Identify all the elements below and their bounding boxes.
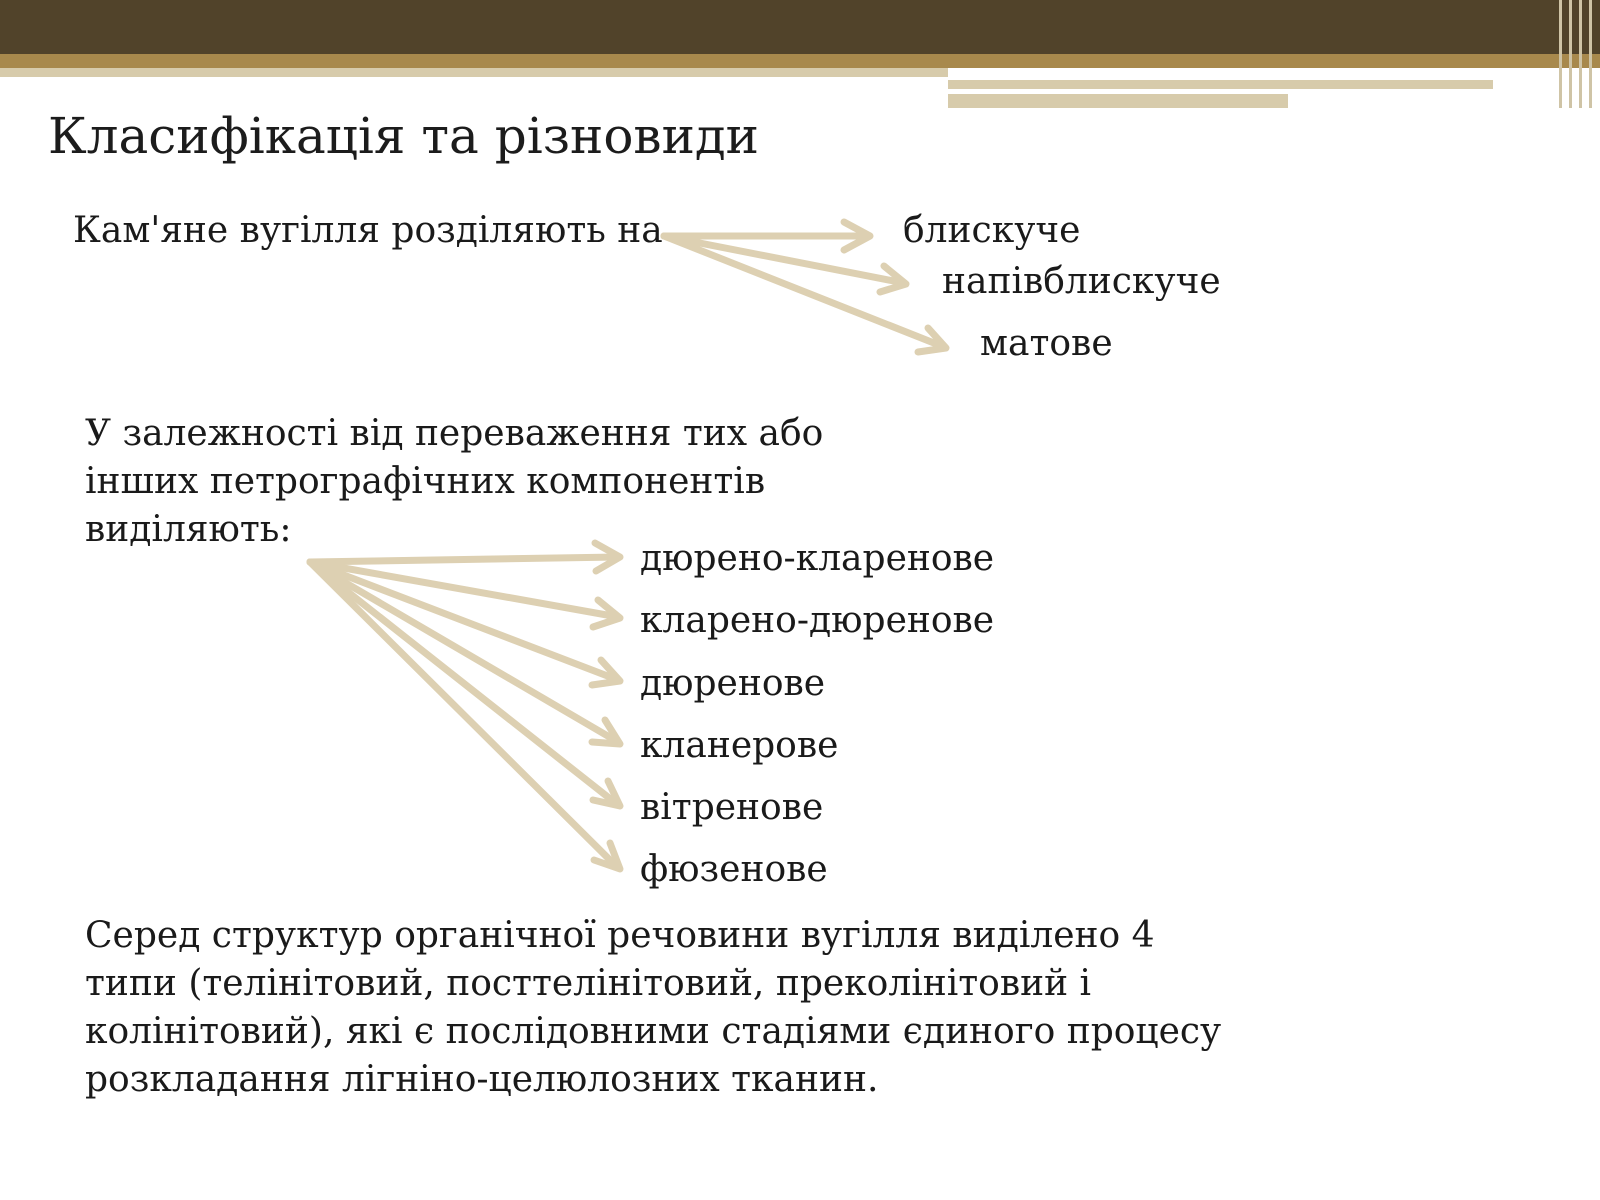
section2-intro-line-1: У залежності від переваження тих або	[85, 413, 824, 454]
header-cream-band	[0, 68, 948, 77]
section3-line-4: розкладання лігніно-целюлозних тканин.	[85, 1059, 879, 1100]
arrow-to-vitrain	[310, 562, 620, 806]
type-clanerove: кланерове	[640, 725, 839, 766]
header-cream-band-right-lower	[948, 94, 1288, 108]
section2-intro-line-2: інших петрографічних компонентів	[85, 461, 766, 502]
slide-title: Класифікація та різновиди	[48, 107, 760, 165]
arrow-to-fusain	[310, 562, 620, 869]
section1-intro: Кам'яне вугілля розділяють на	[73, 210, 663, 251]
type-vitrain: вітренове	[640, 787, 824, 828]
section2-intro-line-3: виділяють:	[85, 509, 292, 550]
section3-line-2: типи (телінітовий, посттелінітовий, преколінітовий і	[85, 963, 1092, 1004]
arrow-to-clanerove	[310, 562, 620, 744]
header-gold-band	[0, 54, 1600, 68]
type-glossy: блискуче	[903, 210, 1081, 251]
header-cream-band-right	[948, 80, 1493, 89]
arrow-to-durain	[310, 562, 620, 685]
arrow-to-semi-glossy	[664, 236, 906, 292]
arrow-to-clarain-durain	[310, 562, 620, 627]
type-matte: матове	[980, 323, 1113, 364]
header-stripes	[1555, 0, 1600, 108]
section3-line-1: Серед структур органічної речовини вугілля виділено 4	[85, 915, 1155, 956]
arrow-to-durain-clarain	[310, 543, 620, 571]
arrow-to-glossy	[664, 222, 870, 250]
type-durain-clarain: дюрено-кларенове	[640, 538, 995, 579]
type-semi-glossy: напівблискуче	[942, 261, 1221, 302]
section3-line-3: колінітовий), які є послідовними стадіями єдиного процесу	[85, 1011, 1222, 1052]
type-fusain: фюзенове	[640, 849, 828, 890]
header-dark-band	[0, 0, 1600, 54]
type-durain: дюренове	[640, 663, 826, 704]
type-clarain-durain: кларено-дюренове	[640, 600, 995, 641]
